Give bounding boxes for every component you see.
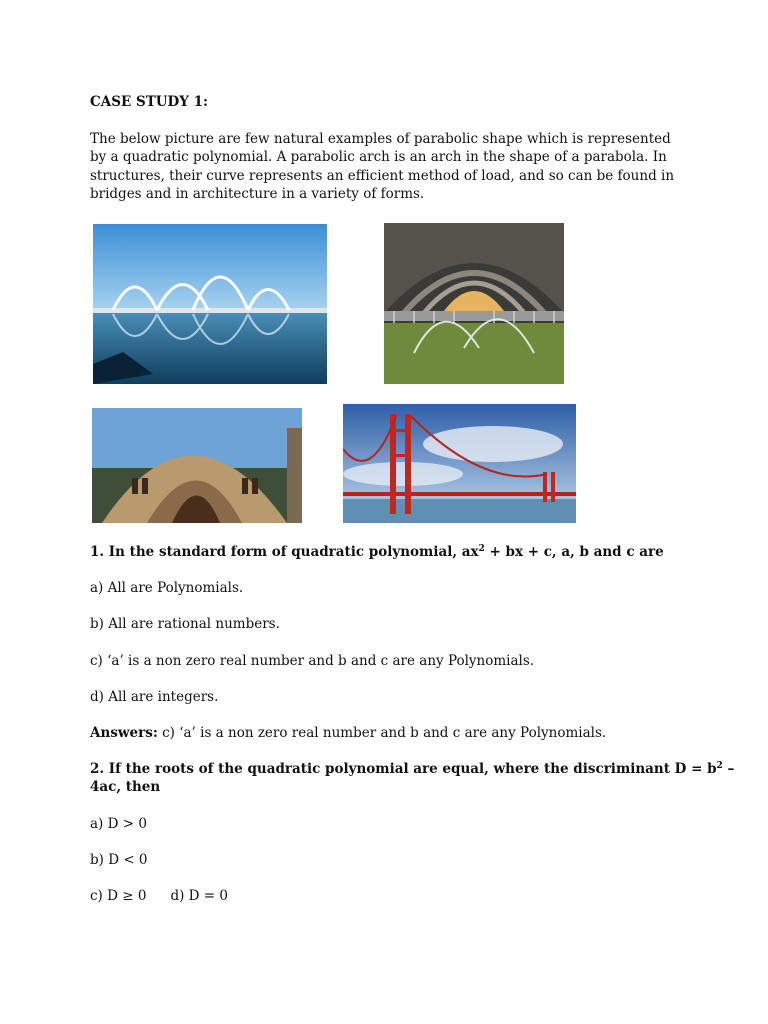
question-2-stem-part-a: 2. If the roots of the quadratic polynomial are equal, where the discriminant D = b <box>90 761 717 777</box>
suspension-bridge-photo <box>343 404 576 523</box>
answer-label: Answers: <box>90 725 158 741</box>
question-2-option-d: d) D = 0 <box>170 888 228 904</box>
question-1-exponent: 2 <box>478 544 485 554</box>
question-2-option-a: a) D > 0 <box>90 816 147 832</box>
question-2-stem-part-b: – <box>722 761 735 777</box>
question-1-option-a: a) All are Polynomials. <box>90 580 244 596</box>
tunnel-fountain-photo <box>384 223 564 384</box>
question-1-stem-part-a: 1. In the standard form of quadratic polynomial, ax <box>90 544 479 560</box>
brick-arch-building-photo <box>92 408 302 523</box>
question-1-option-d: d) All are integers. <box>90 689 219 705</box>
question-2-exponent: 2 <box>716 761 723 771</box>
question-2-options-c-d <box>90 887 228 905</box>
question-1-stem <box>90 543 664 561</box>
intro-paragraph: The below picture are few natural examples of parabolic shape which is represented by a quadratic polynomial. A parabolic arch is an arch in the shape of a parabola. In structures, their curve represents an efficient method of load, and so can be found in bridges and in architecture in a variety of forms. <box>90 131 675 202</box>
answer-text: c) ‘a’ is a non zero real number and b and c are any Polynomials. <box>157 725 607 741</box>
question-2-stem-line-2: 4ac, then <box>90 779 161 795</box>
question-2-option-b: b) D < 0 <box>90 852 148 868</box>
case-study-heading: CASE STUDY 1: <box>90 94 208 110</box>
question-1-stem-part-b: + bx + c, a, b and c are <box>484 544 664 560</box>
question-1-answer <box>90 724 606 742</box>
question-2-stem <box>90 760 734 778</box>
question-1-option-b: b) All are rational numbers. <box>90 616 280 632</box>
question-2-option-c: c) D ≥ 0 <box>90 888 147 904</box>
question-1-option-c: c) ‘a’ is a non zero real number and b and c are any Polynomials. <box>90 653 535 669</box>
arch-bridge-photo <box>93 224 327 384</box>
